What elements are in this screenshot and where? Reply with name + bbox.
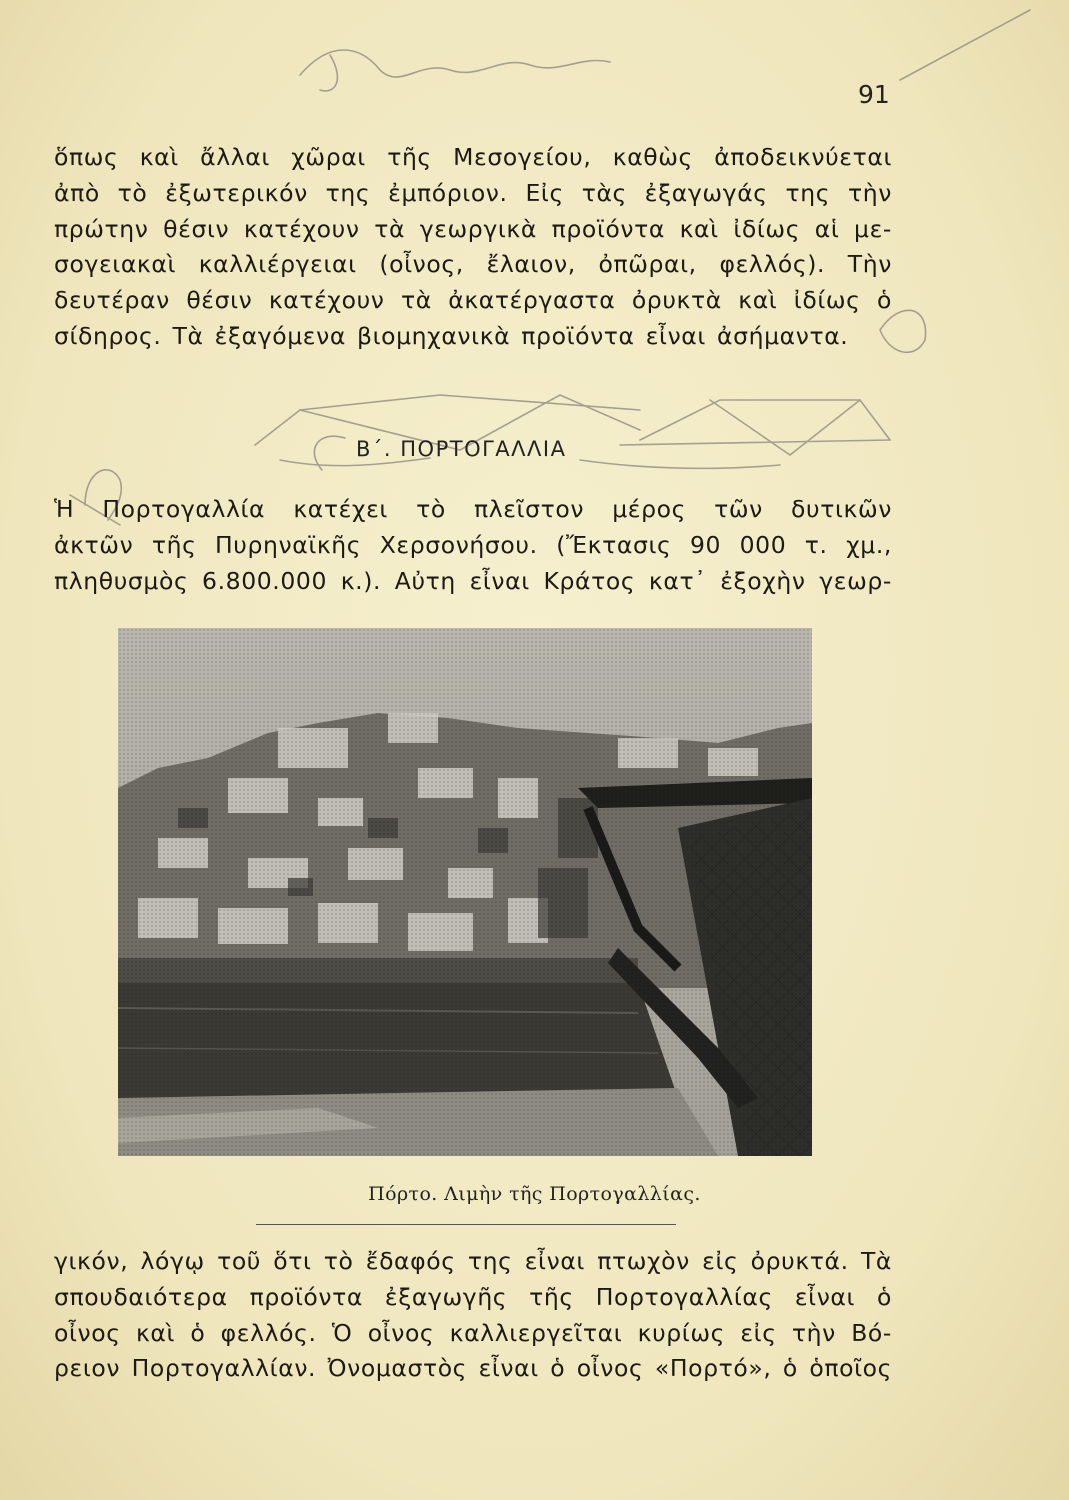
- text-line: σίδηρος. Τὰ ἐξαγόμενα βιομηχανικὰ προϊόντα εἶναι ἀσήμαντα.: [54, 321, 849, 350]
- text-line: σογειακαὶ καλλιέργειαι (οἶνος, ἔλαιον, ὀπῶραι, φελλός). Τὴν: [54, 250, 892, 279]
- text-line: σπουδαιότερα προϊόντα ἐξαγωγῆς τῆς Πορτογαλλίας εἶναι ὁ: [54, 1282, 892, 1311]
- text-line: ρειον Πορτογαλλίαν. Ὀνομαστὸς εἶναι ὁ οἶνος «Πορτό», ὁ ὁποῖος: [54, 1354, 892, 1383]
- porto-harbor-photo: [118, 628, 812, 1156]
- text-line: πρώτην θέσιν κατέχουν τὰ γεωργικὰ προϊόντα καὶ ἰδίως αἱ με-: [54, 214, 892, 243]
- page-number: 91: [858, 80, 890, 109]
- text-line: γικόν, λόγῳ τοῦ ὅτι τὸ ἔδαφός της εἶναι πτωχὸν εἰς ὀρυκτά. Τὰ: [54, 1247, 892, 1275]
- text-line: ἀπὸ τὸ ἐξωτερικόν της ἐμπόριον. Εἰς τὰς ἐξαγωγάς της τὴν: [54, 178, 892, 207]
- caption-divider: [256, 1224, 676, 1225]
- figure-caption: Πόρτο. Λιμὴν τῆς Πορτογαλλίας.: [368, 1183, 701, 1205]
- text-line: ἀκτῶν τῆς Πυρηναϊκῆς Χερσονήσου. (Ἔκτασις 90 000 τ. χμ.,: [54, 530, 892, 559]
- text-line: οἶνος καὶ ὁ φελλός. Ὁ οἶνος καλλιεργεῖται κυρίως εἰς τὴν Βό-: [54, 1318, 892, 1347]
- section-heading: Β΄. ΠΟΡΤΟΓΑΛΛΙΑ: [356, 437, 567, 461]
- paragraph-1: [54, 140, 892, 355]
- text-line: δευτέραν θέσιν κατέχουν τὰ ἀκατέργαστα ὀρυκτὰ καὶ ἰδίως ὁ: [54, 286, 892, 315]
- paragraph-2: [54, 492, 892, 599]
- photo-illustration: [118, 628, 812, 1156]
- text-line: πληθυσμὸς 6.800.000 κ.). Αὐτη εἶναι Κράτος κατ᾿ ἐξοχὴν γεωρ-: [54, 566, 892, 595]
- text-line: Ἡ Πορτογαλλία κατέχει τὸ πλεῖστον μέρος τῶν δυτικῶν: [54, 495, 892, 523]
- text-line: ὅπως καὶ ἄλλαι χῶραι τῆς Μεσογείου, καθὼς ἀποδεικνύεται: [54, 143, 892, 171]
- paragraph-3: [54, 1244, 892, 1387]
